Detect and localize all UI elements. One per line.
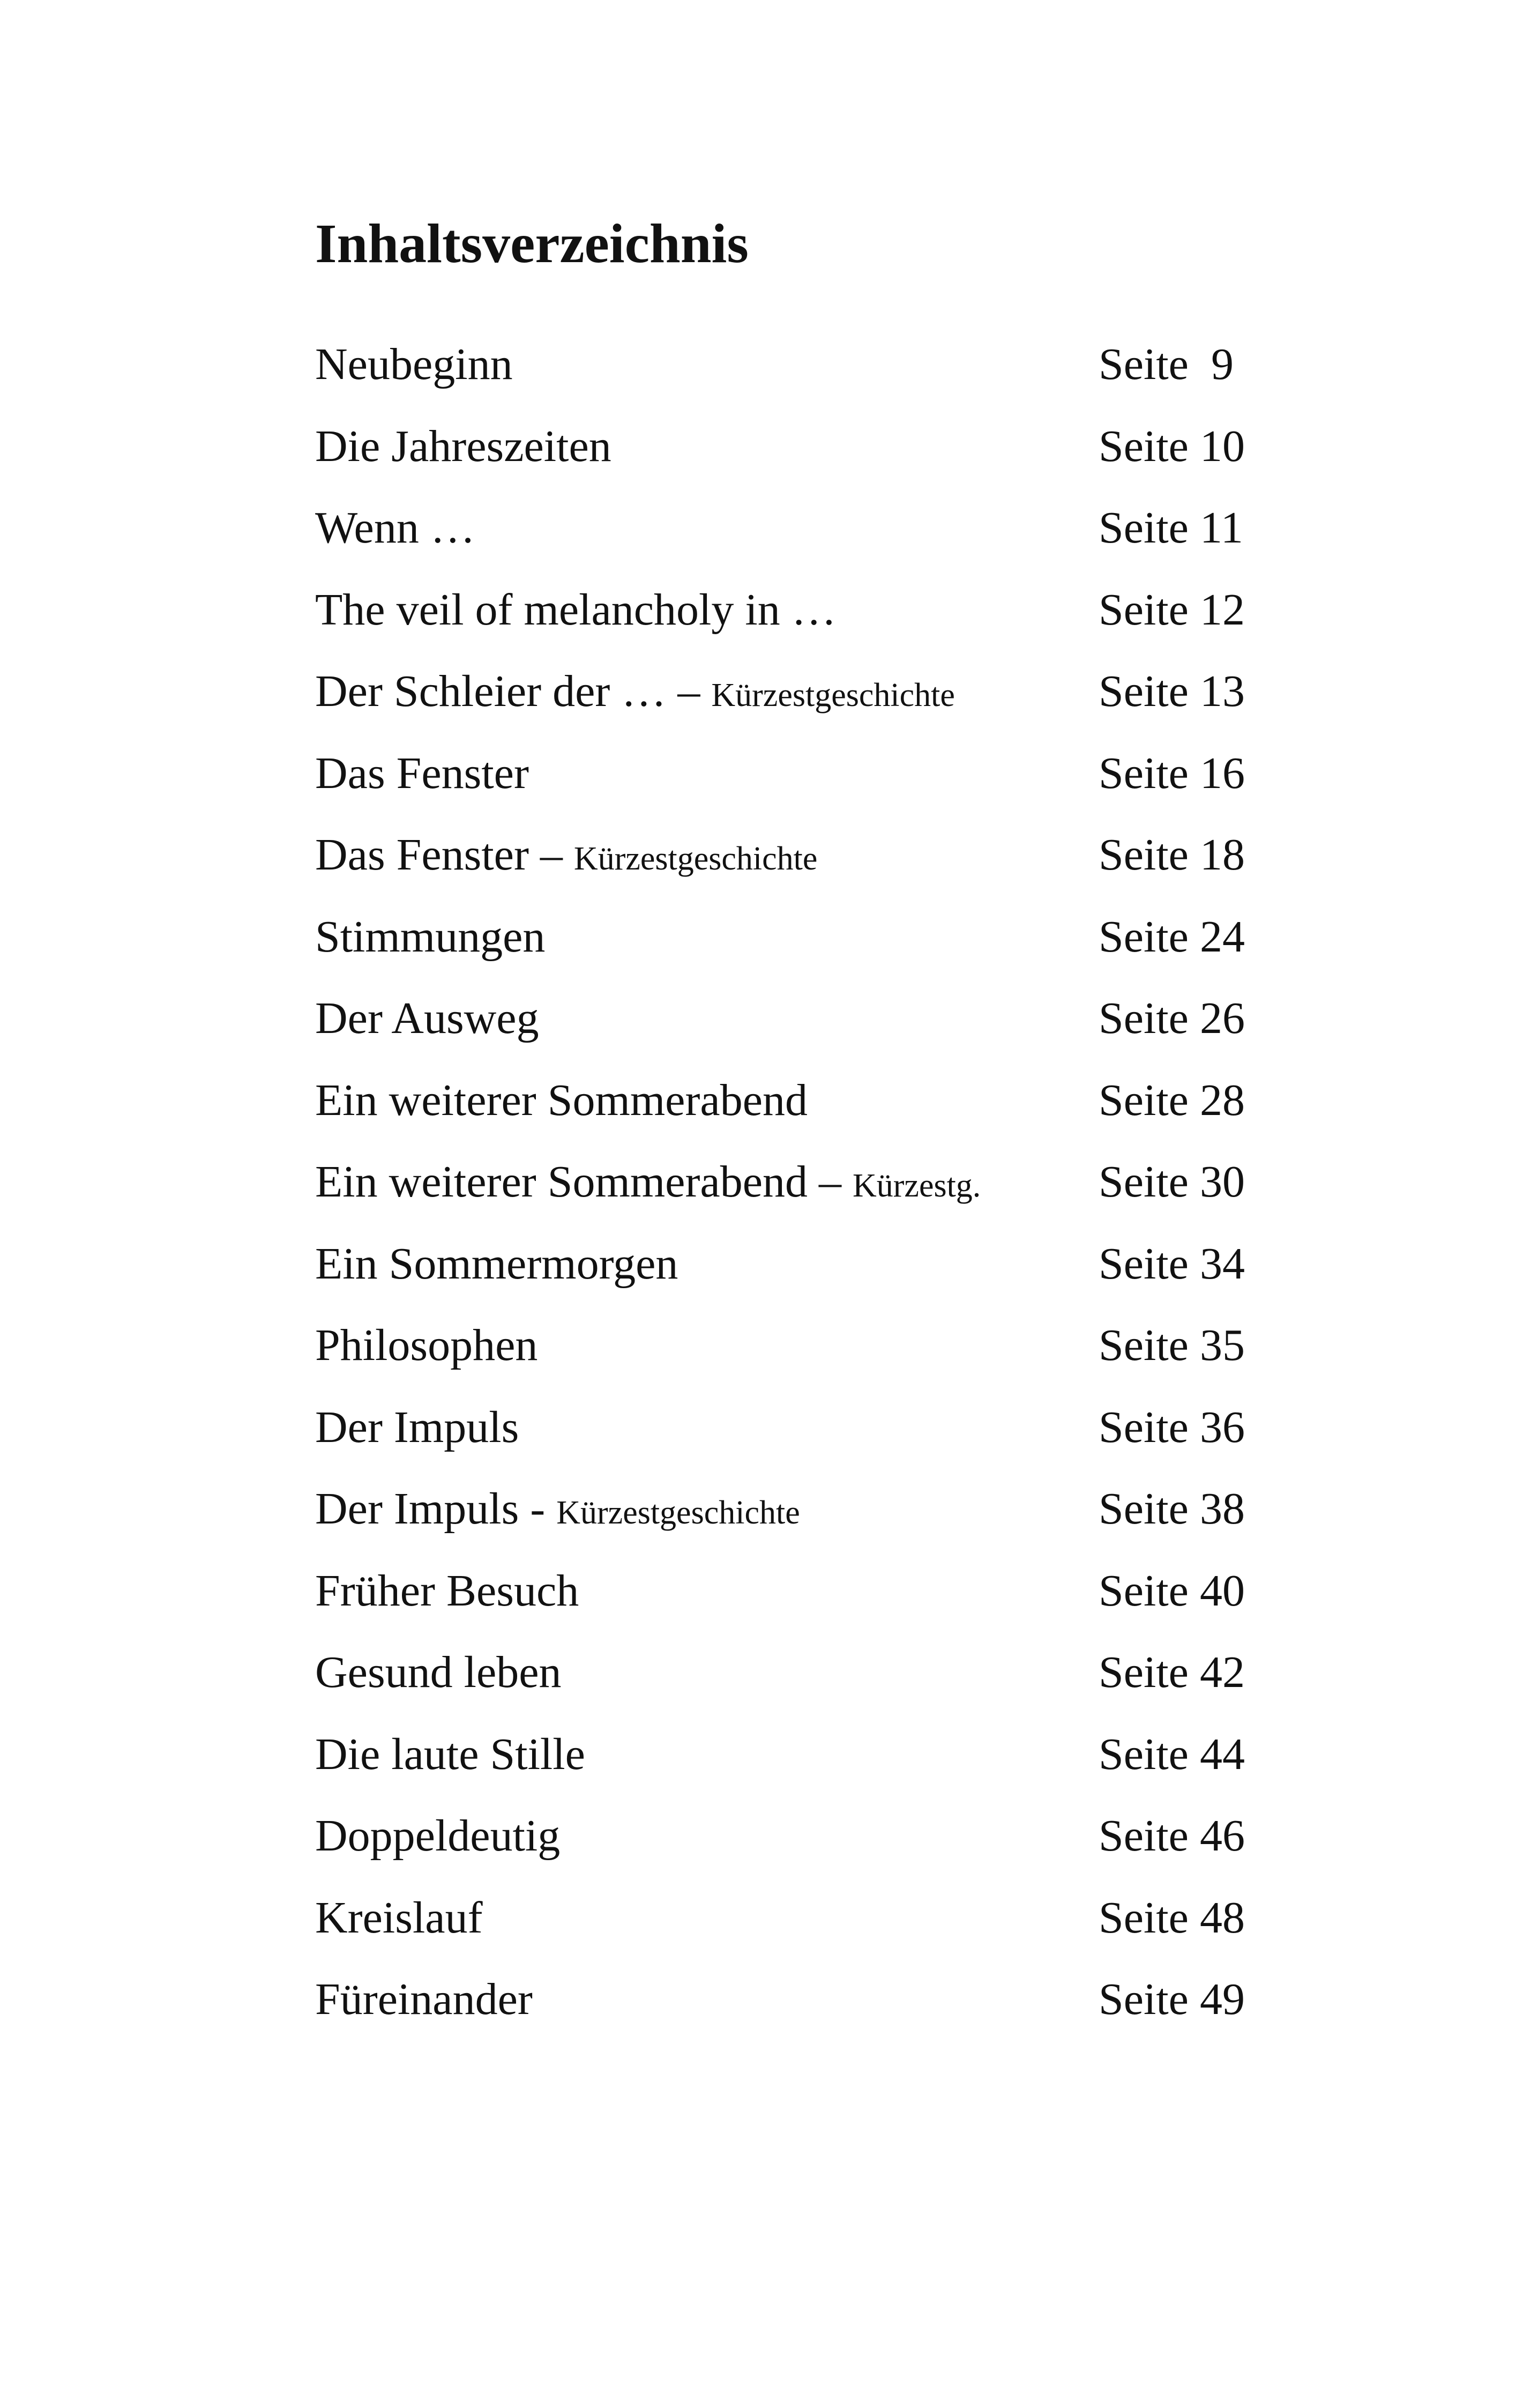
toc-entry-page: Seite 48 — [1099, 1892, 1245, 1943]
toc-entry — [315, 1564, 1258, 1646]
toc-entry-page: Seite 38 — [1099, 1484, 1245, 1534]
toc-entry — [315, 992, 1258, 1074]
toc-entry-title: Der Impuls — [315, 1484, 531, 1534]
toc-entry-page: Seite 49 — [1099, 1974, 1245, 2024]
toc-entry-title: Früher Besuch — [315, 1565, 579, 1616]
toc-entry-page: Seite 44 — [1099, 1729, 1245, 1779]
toc-entry-title-cell — [315, 1319, 1099, 1376]
toc-entry-title-cell — [315, 1564, 1099, 1622]
toc-entry-separator: – — [677, 666, 712, 716]
toc-entry — [315, 1809, 1258, 1891]
toc-entry-page: Seite 24 — [1099, 911, 1245, 962]
toc-entry-title-cell — [315, 1809, 1099, 1867]
toc-entry-page: Seite 34 — [1099, 1238, 1245, 1289]
toc-entry-page: Seite 11 — [1099, 503, 1243, 553]
toc-entry-page: Seite 12 — [1099, 584, 1245, 635]
toc-entry — [315, 910, 1258, 992]
toc-entry — [315, 1728, 1258, 1810]
toc-entry-list — [315, 338, 1258, 2055]
toc-entry-page: Seite 35 — [1099, 1320, 1245, 1370]
toc-entry-separator: – — [540, 830, 574, 880]
toc-entry-title: Der Impuls — [315, 1402, 519, 1452]
toc-entry-title-cell — [315, 1482, 1099, 1540]
toc-entry-page: Seite 42 — [1099, 1647, 1245, 1697]
toc-entry-title: Stimmungen — [315, 911, 546, 962]
toc-entry — [315, 583, 1258, 665]
toc-entry-page: Seite 13 — [1099, 666, 1245, 716]
toc-heading: Inhaltsverzeichnis — [315, 213, 749, 274]
toc-entry-title-cell — [315, 992, 1099, 1049]
toc-entry-title: Gesund leben — [315, 1647, 562, 1697]
toc-entry-title-cell — [315, 1155, 1099, 1213]
toc-entry-title: Füreinander — [315, 1974, 533, 2024]
toc-entry-title: Neubeginn — [315, 339, 513, 389]
toc-entry-title: The veil of melancholy in … — [315, 584, 837, 635]
toc-entry-title-cell — [315, 1891, 1099, 1949]
toc-entry — [315, 1401, 1258, 1483]
toc-entry — [315, 501, 1258, 583]
toc-entry-page: Seite 36 — [1099, 1402, 1245, 1452]
toc-entry-title: Ein Sommermorgen — [315, 1238, 678, 1289]
toc-entry-separator: - — [530, 1484, 557, 1534]
toc-entry-title: Die Jahreszeiten — [315, 421, 611, 471]
toc-entry-title-cell — [315, 420, 1099, 477]
toc-entry-page: Seite 18 — [1099, 830, 1245, 880]
toc-entry — [315, 1891, 1258, 1973]
toc-entry — [315, 1319, 1258, 1401]
toc-entry-note: Kürzestgeschichte — [711, 677, 955, 714]
toc-entry-page: Seite 28 — [1099, 1075, 1245, 1125]
toc-entry-title-cell — [315, 1074, 1099, 1131]
toc-entry-page: Seite 46 — [1099, 1811, 1245, 1861]
toc-entry — [315, 1646, 1258, 1728]
toc-entry — [315, 338, 1258, 420]
toc-entry-title: Das Fenster — [315, 830, 540, 880]
toc-entry — [315, 665, 1258, 747]
toc-entry-title-cell — [315, 1728, 1099, 1785]
toc-entry-title-cell — [315, 1646, 1099, 1703]
toc-entry-title-cell — [315, 665, 1099, 722]
toc-entry-note: Kürzestg. — [853, 1168, 981, 1204]
toc-entry-title-cell — [315, 910, 1099, 968]
toc-entry-note: Kürzestgeschichte — [573, 841, 818, 877]
toc-entry-title-cell — [315, 1973, 1099, 2030]
toc-entry-page: Seite 40 — [1099, 1565, 1245, 1616]
toc-entry — [315, 747, 1258, 829]
toc-entry — [315, 1155, 1258, 1237]
toc-entry — [315, 1237, 1258, 1319]
toc-entry-page: Seite 26 — [1099, 993, 1245, 1043]
toc-entry-title: Ein weiterer Sommerabend — [315, 1075, 808, 1125]
toc-entry-title: Wenn … — [315, 503, 475, 553]
table-of-contents — [315, 212, 1258, 2055]
toc-entry — [315, 828, 1258, 910]
toc-entry-title: Der Schleier der … — [315, 666, 678, 716]
toc-entry-title: Das Fenster — [315, 748, 529, 798]
toc-entry — [315, 1973, 1258, 2055]
toc-entry-title-cell — [315, 583, 1099, 641]
toc-entry-title-cell — [315, 828, 1099, 886]
toc-entry-title-cell — [315, 338, 1099, 395]
toc-entry — [315, 1482, 1258, 1564]
toc-entry-title-cell — [315, 747, 1099, 804]
toc-entry-note: Kürzestgeschichte — [556, 1495, 800, 1531]
toc-entry-page: Seite 10 — [1099, 421, 1245, 471]
toc-entry-title-cell — [315, 501, 1099, 559]
toc-entry-separator: – — [819, 1157, 853, 1207]
toc-entry-title: Philosophen — [315, 1320, 538, 1370]
toc-entry-title: Doppeldeutig — [315, 1811, 561, 1861]
toc-entry-title-cell — [315, 1401, 1099, 1458]
toc-entry-page: Seite 16 — [1099, 748, 1245, 798]
toc-entry-page: Seite 9 — [1099, 339, 1234, 389]
toc-entry-title: Der Ausweg — [315, 993, 539, 1043]
toc-entry-page: Seite 30 — [1099, 1157, 1245, 1207]
toc-entry-title-cell — [315, 1237, 1099, 1295]
toc-entry — [315, 1074, 1258, 1156]
toc-entry-title: Ein weiterer Sommerabend — [315, 1157, 819, 1207]
toc-entry — [315, 420, 1258, 502]
toc-entry-title: Kreislauf — [315, 1892, 483, 1943]
toc-entry-title: Die laute Stille — [315, 1729, 585, 1779]
